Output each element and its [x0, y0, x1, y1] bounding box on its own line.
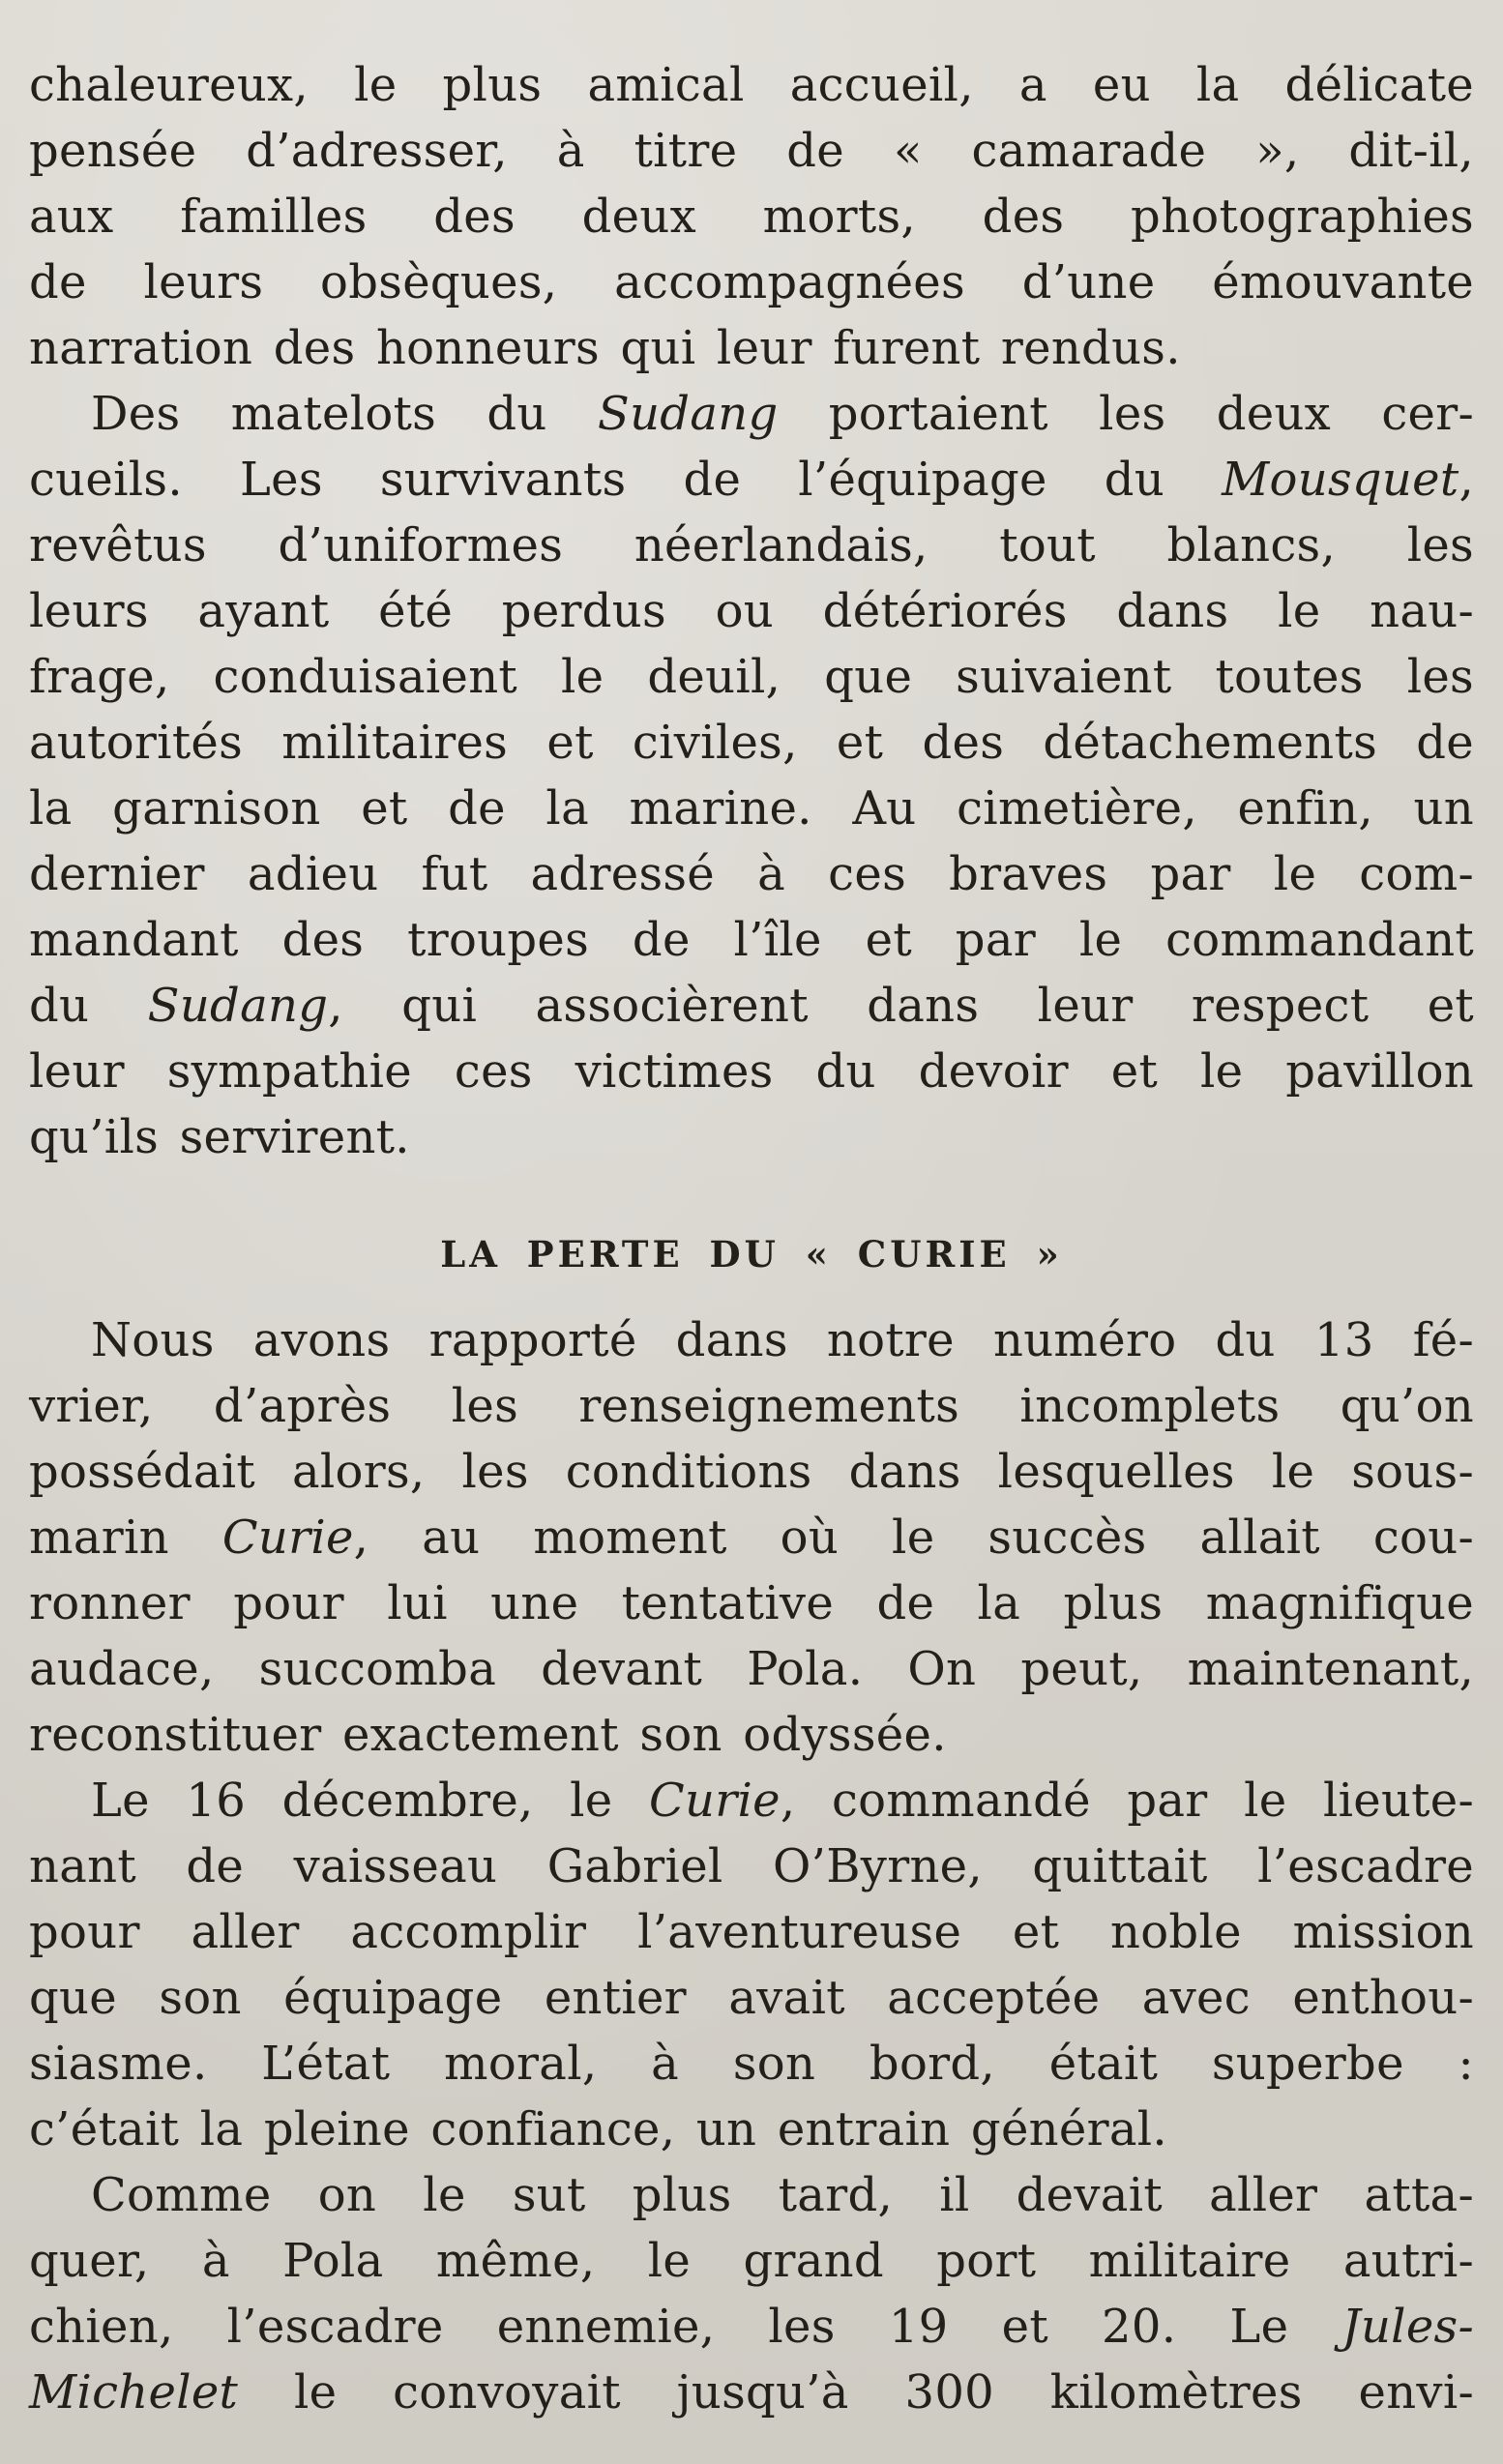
- text-line: Des matelots du Sudang portaient les deux cer-: [91, 387, 1474, 441]
- paragraph-3: [29, 1307, 1474, 1768]
- text-line: de leurs obsèques, accompagnées d’une émouvante: [29, 255, 1474, 309]
- text-line: vrier, d’après les renseignements incomplets qu’on: [29, 1379, 1474, 1433]
- text-line: que son équipage entier avait acceptée avec enthou-: [29, 1971, 1474, 2025]
- paragraph-4: [29, 1768, 1474, 2162]
- paragraph-1: [29, 52, 1474, 381]
- paragraph-5: [29, 2162, 1474, 2425]
- text-line: leur sympathie ces victimes du devoir et le pavillon: [29, 1044, 1474, 1099]
- text-line: Nous avons rapporté dans notre numéro du 13 fé-: [91, 1313, 1474, 1367]
- text-line: du Sudang, qui associèrent dans leur respect et: [29, 979, 1474, 1033]
- text-line: qu’ils servirent.: [29, 1110, 410, 1164]
- text-line: nant de vaisseau Gabriel O’Byrne, quittait l’escadre: [29, 1839, 1474, 1893]
- text-line: frage, conduisaient le deuil, que suivaient toutes les: [29, 650, 1474, 704]
- text-line: pour aller accomplir l’aventureuse et noble mission: [29, 1905, 1474, 1959]
- text-line: dernier adieu fut adressé à ces braves par le com-: [29, 847, 1474, 901]
- text-line: quer, à Pola même, le grand port militaire autri-: [29, 2234, 1474, 2288]
- text-line: siasme. L’état moral, à son bord, était superbe :: [29, 2037, 1474, 2091]
- text-line: pensée d’adresser, à titre de « camarade », dit-il,: [29, 124, 1474, 178]
- text-line: revêtus d’uniformes néerlandais, tout blancs, les: [29, 518, 1474, 572]
- text-line: narration des honneurs qui leur furent rendus.: [29, 321, 1181, 375]
- text-line: marin Curie, au moment où le succès allait cou-: [29, 1511, 1474, 1565]
- text-line: Le 16 décembre, le Curie, commandé par le lieute-: [91, 1774, 1474, 1828]
- text-block-before-heading: [29, 52, 1474, 1170]
- text-line: cueils. Les survivants de l’équipage du Mousquet,: [29, 453, 1474, 507]
- text-block-after-heading: [29, 1307, 1474, 2425]
- text-line: c’était la pleine confiance, un entrain général.: [29, 2102, 1167, 2156]
- text-line: possédait alors, les conditions dans lesquelles le sous-: [29, 1445, 1474, 1499]
- text-line: Michelet le convoyait jusqu’à 300 kilomètres envi-: [29, 2365, 1474, 2420]
- paragraph-2: [29, 381, 1474, 1170]
- text-line: autorités militaires et civiles, et des détachements de: [29, 716, 1474, 770]
- text-line: Comme on le sut plus tard, il devait aller atta-: [91, 2168, 1474, 2222]
- text-line: chien, l’escadre ennemie, les 19 et 20. Le Jules-: [29, 2300, 1474, 2354]
- text-line: ronner pour lui une tentative de la plus magnifique: [29, 1576, 1474, 1630]
- text-line: chaleureux, le plus amical accueil, a eu la délicate: [29, 58, 1474, 112]
- text-line: audace, succomba devant Pola. On peut, maintenant,: [29, 1642, 1474, 1696]
- text-line: mandant des troupes de l’île et par le commandant: [29, 913, 1474, 967]
- text-line: aux familles des deux morts, des photographies: [29, 190, 1474, 244]
- text-line: la garnison et de la marine. Au cimetière, enfin, un: [29, 781, 1474, 836]
- text-line: reconstituer exactement son odyssée.: [29, 1708, 947, 1762]
- text-line: leurs ayant été perdus ou détériorés dans le nau-: [29, 584, 1474, 638]
- section-heading: LA PERTE DU « CURIE »: [440, 1233, 1063, 1276]
